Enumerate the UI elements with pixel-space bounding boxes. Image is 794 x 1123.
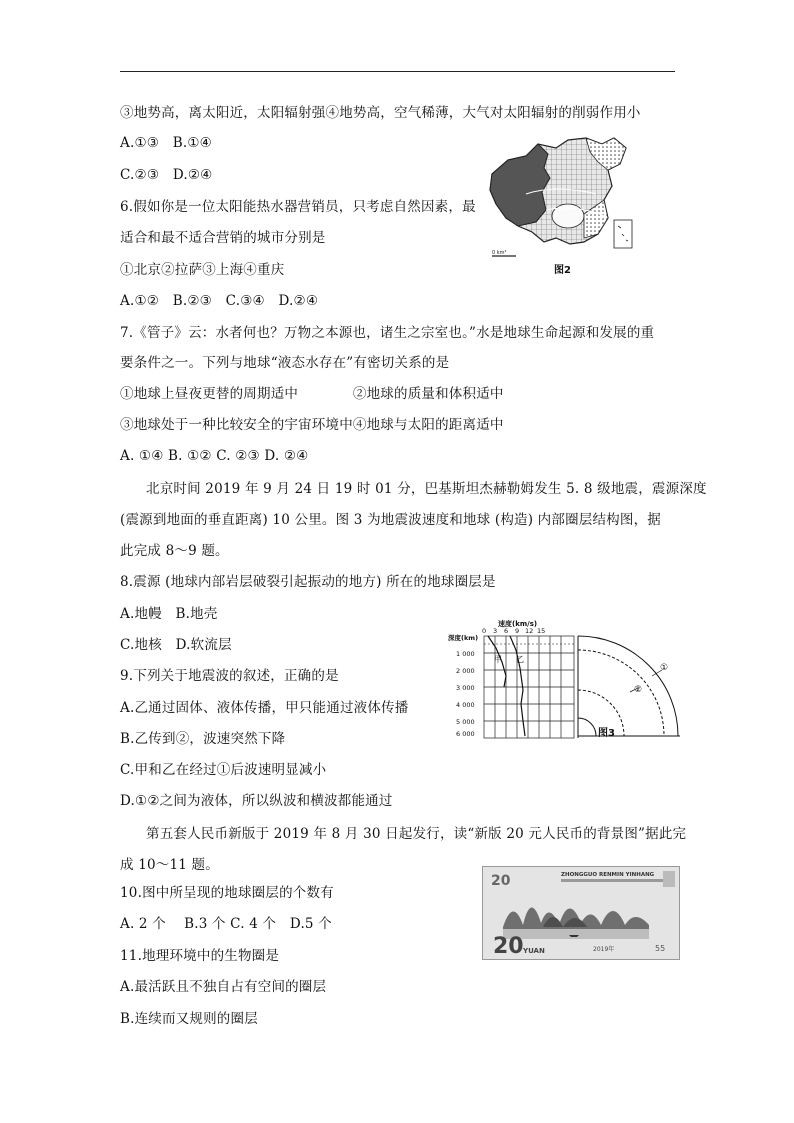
speed-tick: 3 — [493, 627, 498, 635]
earth-layers — [578, 636, 680, 738]
banknote-year: 2019年 — [593, 946, 615, 953]
text-line: 适合和最不适合营销的城市分别是 — [120, 230, 326, 246]
banknote-image — [482, 866, 680, 960]
paragraph-line: 成 10～11 题。 — [120, 857, 219, 873]
paragraph-line: (震源到地面的垂直距离) 10 公里。图 3 为地震波速度和地球 (构造) 内部圈层结构图，据 — [120, 512, 661, 528]
paragraph-line: 此完成 8～9 题。 — [120, 543, 229, 559]
wave-label-jia: 甲 — [494, 655, 502, 664]
layer-marker-2: ② — [634, 685, 643, 695]
banknote-corner: 55 — [655, 944, 666, 953]
china-map-figure — [486, 134, 636, 276]
speed-tick: 0 — [482, 627, 487, 635]
option-line: D.①②之间为液体，所以纵波和横波都能通过 — [120, 793, 393, 809]
option-line: C.②③ D.②④ — [120, 167, 213, 183]
depth-tick: 2 000 — [456, 667, 475, 675]
text-line: ③地球处于一种比较安全的宇宙环境中④地球与太阳的距离适中 — [120, 417, 504, 433]
question-8: 8.震源 (地球内部岩层破裂引起振动的地方) 所在的地球圈层是 — [120, 574, 496, 590]
figure-3-caption: 图3 — [598, 728, 615, 739]
map-scale-text: 0 km² — [492, 250, 507, 256]
speed-tick: 15 — [537, 627, 546, 635]
speed-tick: 6 — [504, 627, 509, 635]
speed-tick: 12 — [525, 627, 534, 635]
question-6: 6.假如你是一位太阳能热水器营销员，只考虑自然因素，最 — [120, 199, 476, 215]
china-map-icon — [486, 134, 636, 276]
paragraph-line: 北京时间 2019 年 9 月 24 日 19 时 01 分，巴基斯坦杰赫勒姆发生 5. 8 级地震，震源深度 — [146, 481, 707, 497]
question-10: 10.图中所呈现的地球圈层的个数有 — [120, 885, 334, 901]
banknote-top-text: ZHONGGUO RENMIN YINHANG — [561, 872, 655, 878]
depth-tick: 3 000 — [456, 684, 475, 692]
option-line: A.①③ B.①④ — [120, 135, 212, 151]
banknote-yuan: YUAN — [523, 947, 545, 955]
wave-label-yi: 乙 — [516, 655, 524, 664]
question-11: 11.地理环境中的生物圈是 — [120, 948, 280, 964]
depth-tick: 4 000 — [456, 701, 475, 709]
text-line: ③地势高，离太阳近，太阳辐射强④地势高，空气稀薄，大气对太阳辐射的削弱作用小 — [120, 105, 641, 121]
option-line: A. ①④ B. ①② C. ②③ D. ②④ — [120, 448, 309, 464]
question-7: 7.《管子》云：水者何也？万物之本源也，诸生之宗室也。”水是地球生命起源和发展的重 — [120, 325, 655, 341]
text-line: ①地球上昼夜更替的周期适中 ②地球的质量和体积适中 — [120, 386, 504, 402]
option-line: C.甲和乙在经过①后波速明显减小 — [120, 762, 327, 778]
speed-tick: 9 — [515, 627, 520, 635]
option-line: A.地幔 B.地壳 — [120, 606, 218, 622]
option-line: A.最活跃且不独自占有空间的圈层 — [120, 979, 327, 995]
option-line: C.地核 D.软流层 — [120, 637, 232, 653]
option-line: B.连续而又规则的圈层 — [120, 1011, 258, 1027]
text-line: 要条件之一。下列与地球“液态水存在”有密切关系的是 — [120, 355, 450, 371]
figure-2-caption: 图2 — [554, 265, 571, 276]
depth-axis-label: 深度(km) — [448, 634, 479, 642]
banknote-small-value: 20 — [491, 873, 511, 889]
depth-tick: 6 000 — [456, 730, 475, 738]
depth-tick: 5 000 — [456, 718, 475, 726]
layer-marker-1: ① — [660, 663, 669, 673]
banknote-value: 20 — [493, 934, 524, 959]
option-line: A.乙通过固体、液体传播，甲只能通过液体传播 — [120, 700, 409, 716]
speed-axis-label: 速度(km/s) — [498, 620, 538, 628]
option-line: A. 2 个 B.3 个 C. 4 个 D.5 个 — [120, 916, 332, 932]
option-line: A.①② B.②③ C.③④ D.②④ — [120, 293, 319, 309]
depth-tick: 1 000 — [456, 650, 475, 658]
header-rule — [120, 71, 675, 72]
paragraph-line: 第五套人民币新版于 2019 年 8 月 30 日起发行，读“新版 20 元人民币的背景图”据此完 — [146, 826, 687, 842]
option-line: B.乙传到②，波速突然下降 — [120, 731, 286, 747]
text-line: ①北京②拉萨③上海④重庆 — [120, 262, 285, 278]
seismic-figure — [448, 618, 684, 742]
question-9: 9.下列关于地震波的叙述，正确的是 — [120, 668, 339, 684]
